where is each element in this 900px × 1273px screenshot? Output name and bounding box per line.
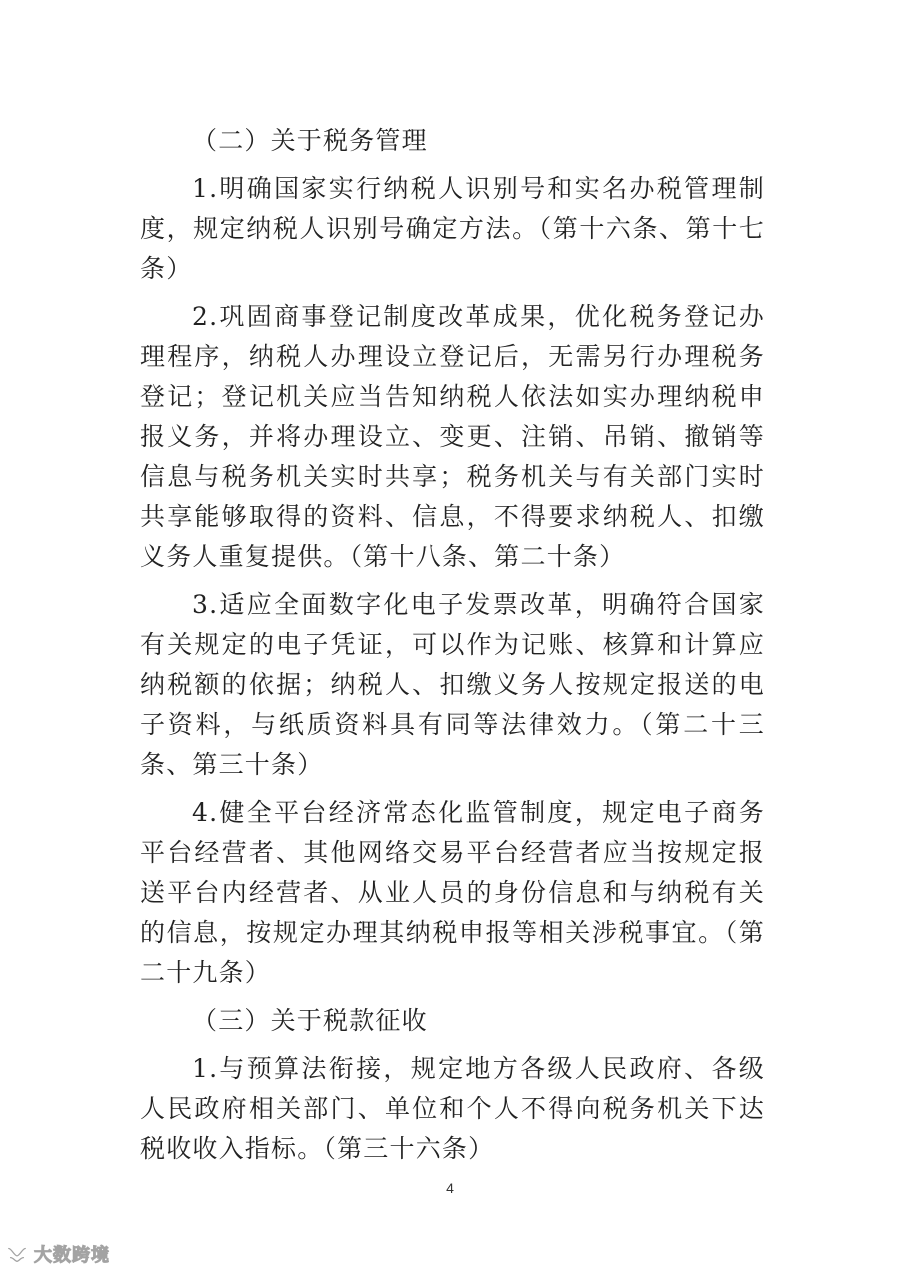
- page-number: 4: [446, 1180, 454, 1196]
- section-heading: （三）关于税款征收: [192, 1006, 428, 1035]
- section-heading: （二）关于税务管理: [192, 126, 428, 155]
- paragraph: 1.明确国家实行纳税人识别号和实名办税管理制度，规定纳税人识别号确定方法。（第十六条、第十七条）: [140, 174, 765, 283]
- paragraph: 4.健全平台经济常态化监管制度，规定电子商务平台经营者、其他网络交易平台经营者应当按规定报送平台内经营者、从业人员的身份信息和与纳税有关的信息，按规定办理其纳税申报等相关涉税事宜。（第二十九条）: [140, 798, 765, 987]
- section-tax-management: [140, 121, 765, 993]
- wechat-channel-icon: [6, 1243, 28, 1265]
- paragraph: 2.巩固商事登记制度改革成果，优化税务登记办理程序，纳税人办理设立登记后，无需另行办理税务登记；登记机关应当告知纳税人依法如实办理纳税申报义务，并将办理设立、变更、注销、吊销、撤销等信息与税务机关实时共享；税务机关与有关部门实时共享能够取得的资料、信息，不得要求纳税人、扣缴义务人重复提供。（第十八条、第二十条）: [140, 302, 765, 571]
- paragraph: 1.与预算法衔接，规定地方各级人民政府、各级人民政府相关部门、单位和个人不得向税务机关下达税收收入指标。（第三十六条）: [140, 1054, 765, 1163]
- watermark: [6, 1241, 110, 1267]
- watermark-text: 大数跨境: [34, 1245, 110, 1266]
- paragraph: 3.适应全面数字化电子发票改革，明确符合国家有关规定的电子凭证，可以作为记账、核算和计算应纳税额的依据；纳税人、扣缴义务人按规定报送的电子资料，与纸质资料具有同等法律效力。（第二十三条、第三十条）: [140, 590, 765, 779]
- document-body: [140, 121, 765, 1177]
- section-tax-collection: [140, 1001, 765, 1169]
